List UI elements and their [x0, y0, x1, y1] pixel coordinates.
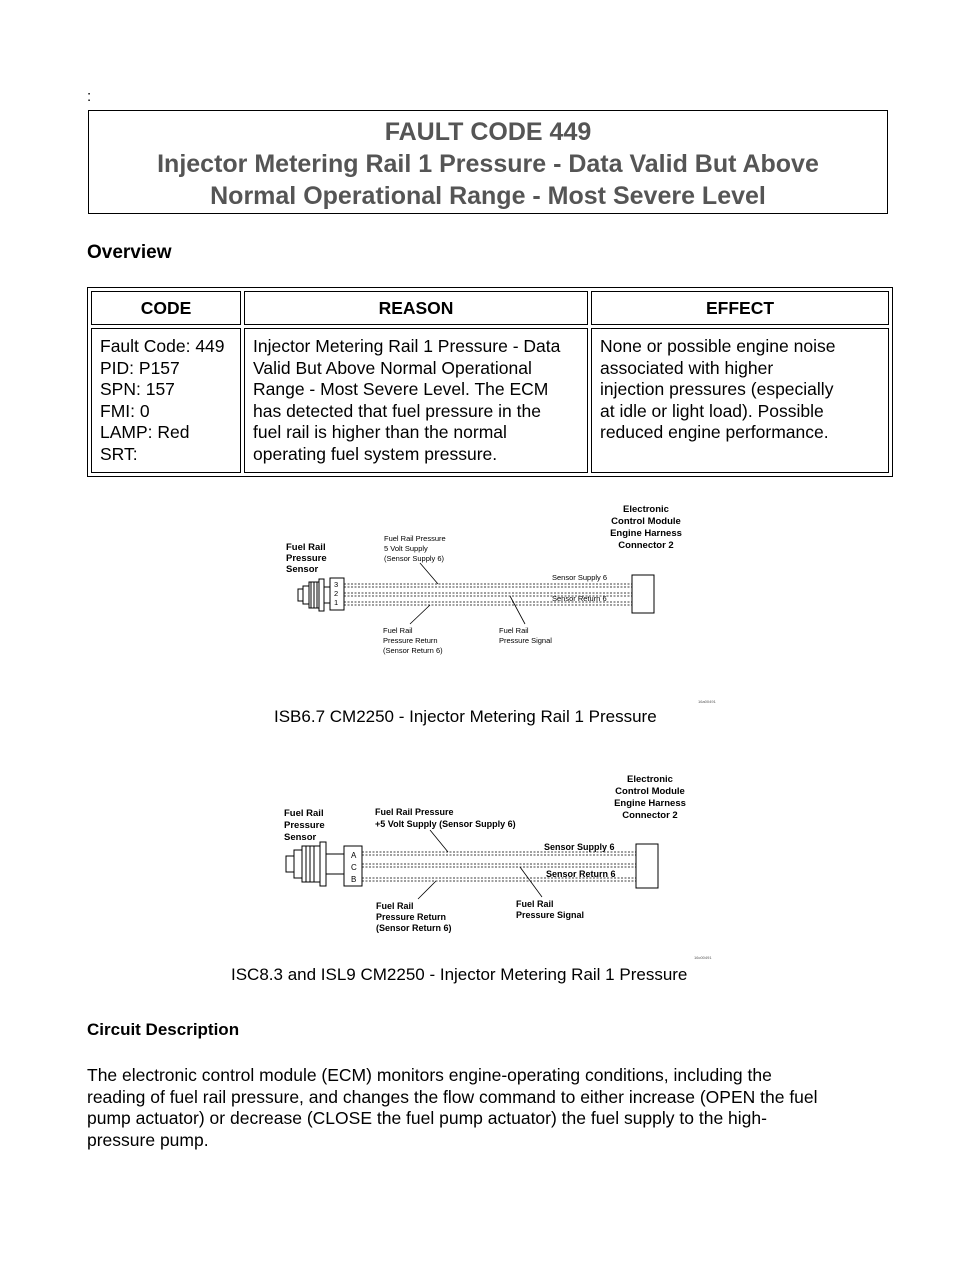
sensor-pin: C [351, 863, 357, 872]
header-effect: EFFECT [591, 291, 889, 325]
ecm-label-line: Electronic [627, 774, 673, 785]
effect-cell [591, 328, 889, 473]
effect-line: injection pressures (especially [600, 379, 834, 399]
ecm-label-line: Connector 2 [622, 810, 678, 821]
circuit-description-heading: Circuit Description [87, 1020, 240, 1039]
wire-return-label: Sensor Return 6 [546, 869, 616, 879]
supply-label-line: (Sensor Supply 6) [384, 554, 445, 563]
fault-code-title-box [88, 110, 888, 214]
sensor-label-line: Pressure [286, 553, 327, 564]
supply-label-line: Fuel Rail Pressure [384, 534, 446, 543]
sensor-pin: B [351, 875, 357, 884]
effect-line: at idle or light load). Possible [600, 400, 824, 421]
reason-line: has detected that fuel pressure in the [253, 400, 541, 421]
reason-line: Valid But Above Normal Operational [253, 357, 532, 378]
diagram-ref-code: 16c00491 [694, 955, 712, 960]
reason-cell [244, 328, 588, 473]
page-marker: : [87, 88, 92, 105]
diagram-caption-isc83-isl9: ISC8.3 and ISL9 CM2250 - Injector Metering Rail 1 Pressure [231, 965, 688, 984]
sensor-label-line: Fuel Rail [286, 542, 326, 553]
sensor-pin: 1 [334, 598, 339, 607]
paragraph-line: The electronic control module (ECM) monitors engine-operating conditions, including the [87, 1065, 772, 1085]
header-code: CODE [91, 291, 241, 325]
fault-code-title: FAULT CODE 449 [384, 118, 592, 146]
code-line: Fault Code: 449 [100, 336, 225, 356]
sensor-pin: 2 [334, 589, 339, 598]
table-header-row [91, 291, 889, 325]
supply-label-line: 5 Volt Supply [384, 544, 428, 553]
ecm-connector-icon [636, 844, 658, 888]
ecm-connector-icon [632, 575, 654, 613]
return-label-line: Fuel Rail [376, 901, 414, 911]
signal-label-line: Pressure Signal [499, 636, 552, 645]
supply-label-line: Fuel Rail Pressure [375, 807, 454, 817]
wiring-diagram-isb67 [280, 495, 716, 710]
effect-line: associated with higher [600, 357, 774, 378]
sensor-label-line: Sensor [286, 564, 319, 575]
code-line: FMI: 0 [100, 400, 150, 421]
ecm-label-line: Electronic [623, 504, 669, 515]
code-line: SPN: 157 [100, 379, 175, 399]
code-cell [91, 328, 241, 473]
ecm-label-line: Engine Harness [610, 528, 682, 539]
code-line: LAMP: Red [100, 422, 190, 442]
leader-lines [418, 830, 542, 899]
circuit-description-text [87, 1065, 897, 1151]
wire-supply-label: Sensor Supply 6 [552, 573, 608, 582]
signal-label-line: Pressure Signal [516, 910, 585, 920]
ecm-label-line: Control Module [615, 786, 685, 797]
ecm-label-line: Connector 2 [618, 540, 674, 551]
sensor-pin: A [351, 851, 357, 860]
signal-label-line: Fuel Rail [499, 626, 529, 635]
return-label-line: Pressure Return [383, 636, 438, 645]
return-label-line: (Sensor Return 6) [383, 646, 443, 655]
fault-code-desc-line-2: Normal Operational Range - Most Severe Level [210, 182, 766, 210]
leader-lines [410, 563, 525, 624]
paragraph-line: pressure pump. [87, 1129, 209, 1150]
paragraph-line: reading of fuel rail pressure, and changes the flow command to either increase (OPEN the fuel [87, 1086, 818, 1107]
code-line: PID: P157 [100, 357, 180, 378]
ecm-label-line: Control Module [611, 516, 681, 527]
signal-label-line: Fuel Rail [516, 899, 554, 909]
wire-supply-label: Sensor Supply 6 [544, 842, 615, 852]
reason-line: operating fuel system pressure. [253, 443, 498, 464]
code-line: SRT: [100, 443, 138, 464]
effect-line: None or possible engine noise [600, 336, 836, 356]
sensor-label-line: Fuel Rail [284, 808, 324, 819]
effect-line: reduced engine performance. [600, 422, 829, 442]
ecm-label-line: Engine Harness [614, 798, 686, 809]
diagram-ref-code: 16a00491 [698, 699, 716, 704]
reason-line: fuel rail is higher than the normal [253, 422, 507, 442]
sensor-label-line: Pressure [284, 820, 325, 831]
table-row [91, 328, 889, 473]
fault-code-table [87, 287, 893, 477]
header-reason: REASON [244, 291, 588, 325]
reason-line: Range - Most Severe Level. The ECM [253, 379, 549, 399]
return-label-line: (Sensor Return 6) [376, 923, 452, 933]
return-label-line: Fuel Rail [383, 626, 413, 635]
fault-code-desc-line-1: Injector Metering Rail 1 Pressure - Data Valid But Above [157, 150, 819, 178]
wire-return-label: Sensor Return 6 [552, 594, 607, 603]
sensor-label-line: Sensor [284, 832, 317, 843]
diagram-caption-isb67: ISB6.7 CM2250 - Injector Metering Rail 1 Pressure [274, 707, 657, 726]
sensor-pin: 3 [334, 580, 339, 589]
return-label-line: Pressure Return [376, 912, 447, 922]
supply-label-line: +5 Volt Supply (Sensor Supply 6) [375, 819, 516, 829]
overview-heading: Overview [87, 242, 172, 263]
paragraph-line: pump actuator) or decrease (CLOSE the fuel pump actuator) the fuel supply to the high- [87, 1108, 767, 1128]
wiring-diagram-isc83-isl9 [280, 766, 710, 966]
reason-line: Injector Metering Rail 1 Pressure - Data [253, 336, 561, 356]
